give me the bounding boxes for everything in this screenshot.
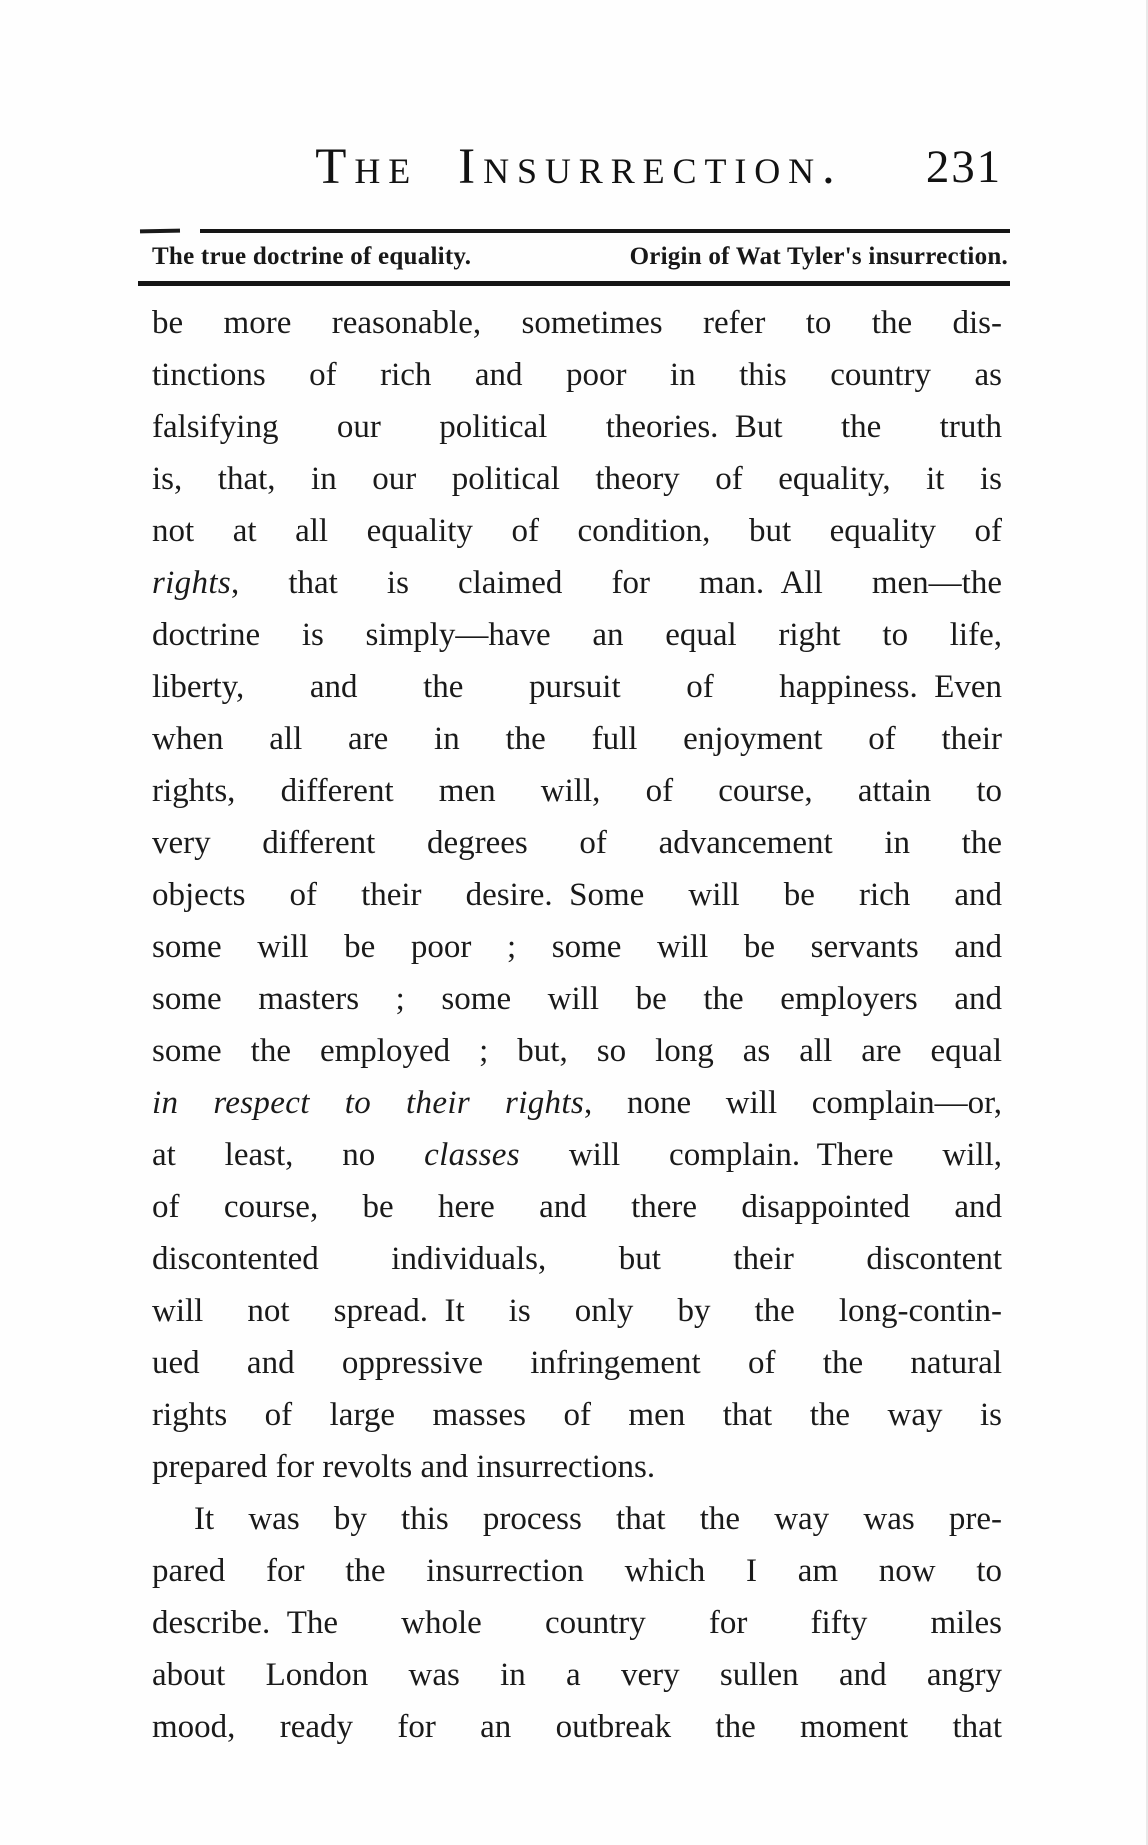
text-segment: at least, no (152, 1137, 425, 1173)
text-segment: , that is claimed for man. All men—the (231, 565, 1002, 601)
text-line (152, 297, 1002, 349)
text-line (152, 1493, 1002, 1545)
text-segment: objects of their desire. Some will be rich and (152, 877, 1002, 913)
text-segment: doctrine is simply—have an equal right to life, (152, 617, 1002, 653)
text-line (152, 1389, 1002, 1441)
italic-text: in respect to their rights (152, 1085, 585, 1121)
italic-text: rights (152, 565, 232, 601)
text-segment: is, that, in our political theory of equality, it is (152, 461, 1002, 497)
text-segment: very different degrees of advancement in the (152, 825, 1002, 861)
text-line (152, 453, 1002, 505)
text-segment: will complain. There will, (519, 1137, 1002, 1173)
body-text (152, 297, 1002, 1753)
text-line (152, 869, 1002, 921)
text-segment: will not spread. It is only by the long-contin- (152, 1293, 1002, 1329)
running-head-left: The true doctrine of equality. (152, 243, 472, 270)
text-segment: describe. The whole country for fifty miles (152, 1605, 1002, 1641)
running-head-right: Origin of Wat Tyler's insurrection. (629, 243, 1008, 270)
text-line (152, 1649, 1002, 1701)
italic-text: classes (424, 1137, 520, 1173)
text-segment: liberty, and the pursuit of happiness. Even (152, 669, 1002, 705)
text-line (152, 1441, 1002, 1493)
text-line (152, 1181, 1002, 1233)
text-segment: tinctions of rich and poor in this country as (152, 357, 1002, 393)
text-segment: ued and oppressive infringement of the natural (152, 1345, 1002, 1381)
text-segment: rights, different men will, of course, attain to (152, 773, 1002, 809)
rule-dash (140, 229, 180, 234)
text-segment: , none will complain—or, (584, 1085, 1002, 1121)
text-line (152, 349, 1002, 401)
text-segment: not at all equality of condition, but equality of (152, 513, 1002, 549)
text-segment: some will be poor ; some will be servants and (152, 929, 1002, 965)
text-segment: when all are in the full enjoyment of their (152, 721, 1002, 757)
page-header (150, 138, 1008, 194)
text-line (152, 1597, 1002, 1649)
header-rule-bottom (138, 281, 1010, 286)
text-segment: be more reasonable, sometimes refer to the dis- (152, 305, 1002, 341)
text-line (152, 1025, 1002, 1077)
text-segment: It was by this process that the way was pre- (194, 1501, 1002, 1537)
text-line (152, 609, 1002, 661)
text-line (152, 1545, 1002, 1597)
page-title: The Insurrection. (315, 139, 843, 195)
text-line (152, 1337, 1002, 1389)
text-segment: falsifying our political theories. But the truth (152, 409, 1002, 445)
text-segment: of course, be here and there disappointed and (152, 1189, 1002, 1225)
text-line (152, 661, 1002, 713)
text-line (152, 713, 1002, 765)
text-line (152, 921, 1002, 973)
text-segment: about London was in a very sullen and angry (152, 1657, 1002, 1693)
text-line (152, 1129, 1002, 1181)
text-line (152, 1233, 1002, 1285)
page-number: 231 (925, 141, 1002, 193)
header-rule-top (140, 229, 1010, 234)
text-segment: discontented individuals, but their discontent (152, 1241, 1002, 1277)
text-line (152, 973, 1002, 1025)
text-segment: some the employed ; but, so long as all are equal (152, 1033, 1002, 1069)
running-heads (152, 243, 1008, 271)
text-line (152, 765, 1002, 817)
text-segment: prepared for revolts and insurrections. (152, 1449, 656, 1485)
text-segment: pared for the insurrection which I am now to (152, 1553, 1002, 1589)
text-line (152, 401, 1002, 453)
text-segment: mood, ready for an outbreak the moment that (152, 1709, 1002, 1745)
text-line (152, 557, 1002, 609)
text-line (152, 1077, 1002, 1129)
text-line (152, 1285, 1002, 1337)
text-segment: rights of large masses of men that the way is (152, 1397, 1002, 1433)
text-line (152, 817, 1002, 869)
text-line (152, 1701, 1002, 1753)
text-line (152, 505, 1002, 557)
rule-bar (200, 229, 1010, 233)
text-segment: some masters ; some will be the employers and (152, 981, 1002, 1017)
